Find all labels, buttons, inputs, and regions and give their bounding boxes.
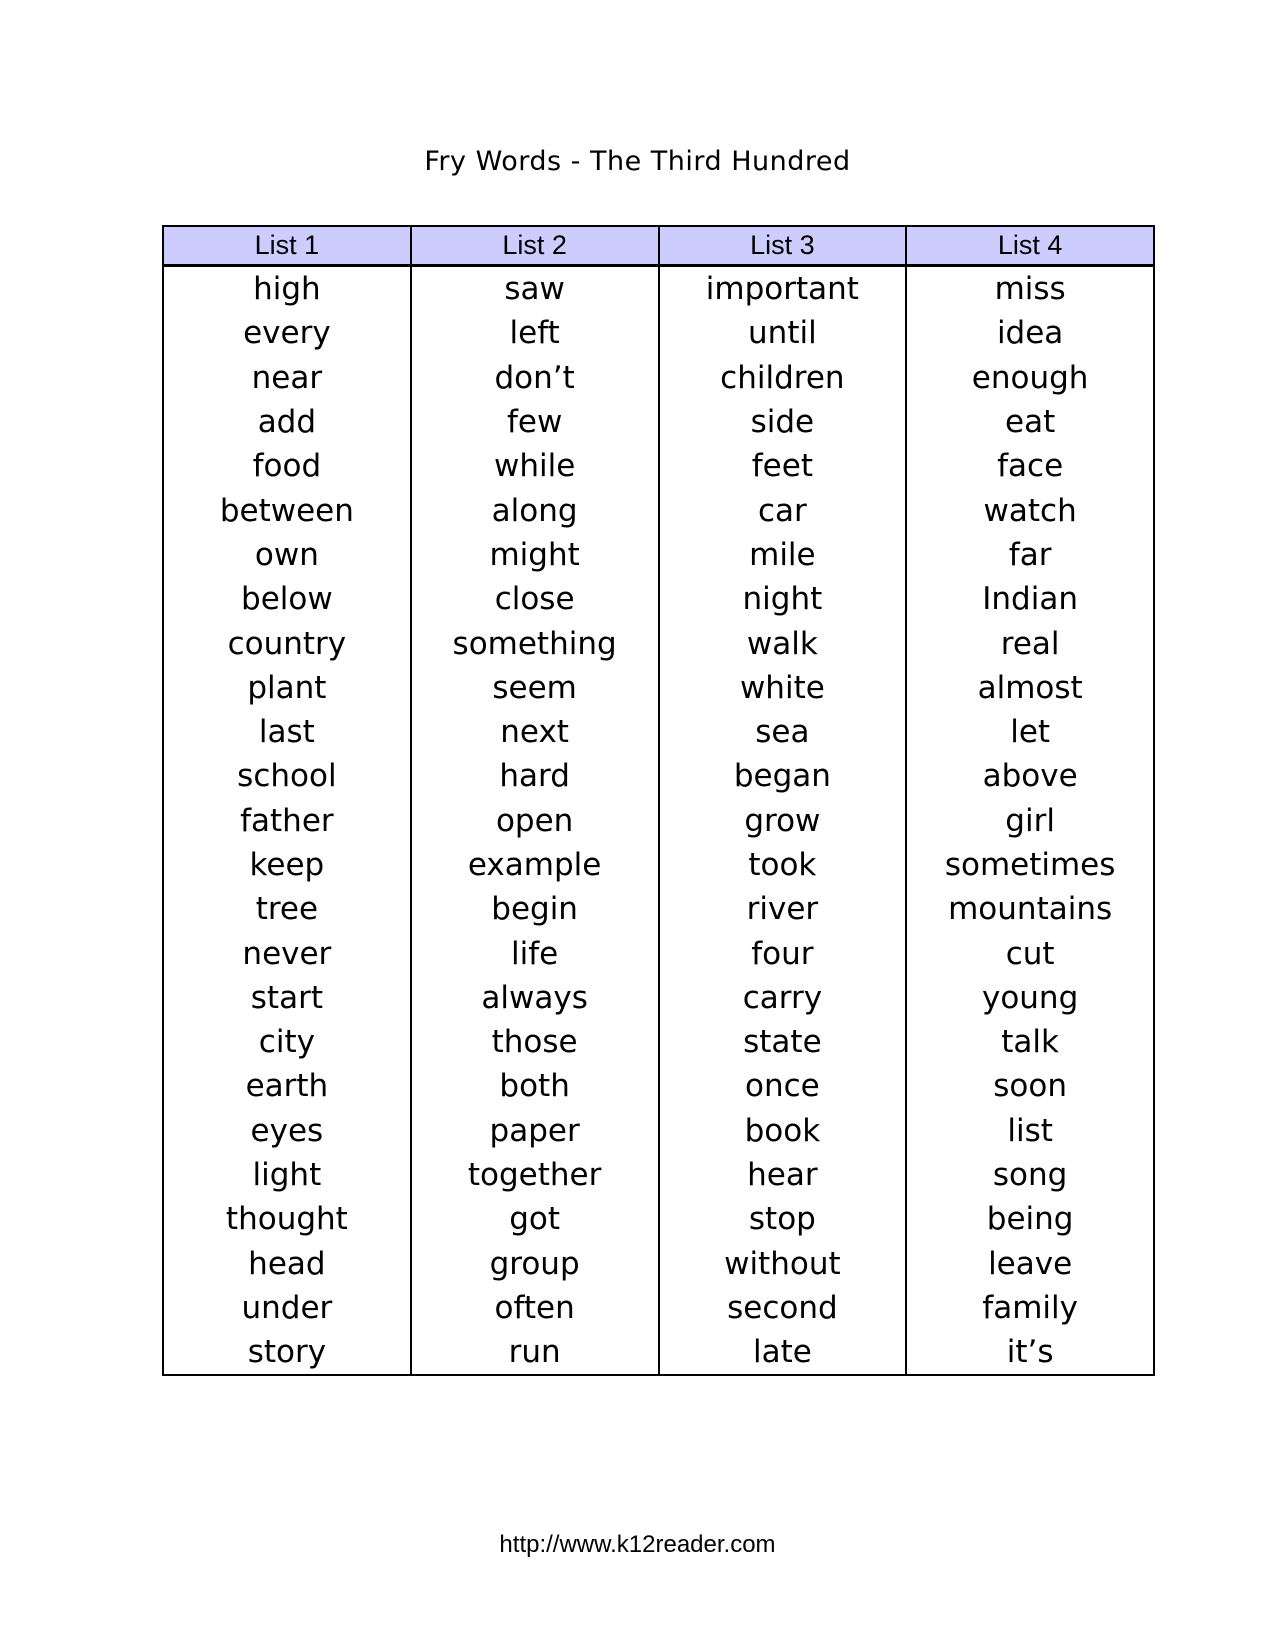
word-cell: car — [659, 488, 907, 532]
word-cell: example — [411, 843, 659, 887]
word-cell: side — [659, 400, 907, 444]
word-cell: state — [659, 1020, 907, 1064]
word-cell: enough — [906, 356, 1154, 400]
word-cell: above — [906, 754, 1154, 798]
word-cell: eat — [906, 400, 1154, 444]
word-cell: while — [411, 444, 659, 488]
word-cell: open — [411, 799, 659, 843]
word-cell: often — [411, 1286, 659, 1330]
word-cell: took — [659, 843, 907, 887]
word-cell: without — [659, 1242, 907, 1286]
word-cell: song — [906, 1153, 1154, 1197]
word-cell: mountains — [906, 887, 1154, 931]
word-cell: cut — [906, 931, 1154, 975]
word-cell: leave — [906, 1242, 1154, 1286]
column-header: List 3 — [659, 226, 907, 266]
word-cell: close — [411, 577, 659, 621]
word-cell: never — [163, 931, 411, 975]
word-cell: being — [906, 1197, 1154, 1241]
table-row — [163, 444, 1154, 488]
word-cell: feet — [659, 444, 907, 488]
table-row — [163, 1197, 1154, 1241]
table-row — [163, 1153, 1154, 1197]
word-cell: river — [659, 887, 907, 931]
word-cell: late — [659, 1330, 907, 1375]
table-row — [163, 1286, 1154, 1330]
word-cell: watch — [906, 488, 1154, 532]
word-cell: don’t — [411, 356, 659, 400]
word-cell: city — [163, 1020, 411, 1064]
table-row — [163, 1330, 1154, 1375]
word-cell: start — [163, 976, 411, 1020]
word-cell: mile — [659, 533, 907, 577]
word-cell: important — [659, 266, 907, 312]
table-row — [163, 533, 1154, 577]
word-cell: idea — [906, 311, 1154, 355]
word-cell: run — [411, 1330, 659, 1375]
table-row — [163, 621, 1154, 665]
word-cell: few — [411, 400, 659, 444]
word-cell: sea — [659, 710, 907, 754]
table-row — [163, 1064, 1154, 1108]
word-cell: add — [163, 400, 411, 444]
word-cell: along — [411, 488, 659, 532]
word-cell: saw — [411, 266, 659, 312]
word-cell: far — [906, 533, 1154, 577]
word-cell: second — [659, 1286, 907, 1330]
table-row — [163, 843, 1154, 887]
table-row — [163, 400, 1154, 444]
word-cell: together — [411, 1153, 659, 1197]
table-row — [163, 710, 1154, 754]
word-cell: got — [411, 1197, 659, 1241]
word-cell: earth — [163, 1064, 411, 1108]
word-cell: group — [411, 1242, 659, 1286]
table-header-row — [163, 226, 1154, 266]
word-cell: last — [163, 710, 411, 754]
word-cell: white — [659, 666, 907, 710]
word-cell: always — [411, 976, 659, 1020]
word-cell: once — [659, 1064, 907, 1108]
table-row — [163, 799, 1154, 843]
column-header: List 2 — [411, 226, 659, 266]
page-title: Fry Words - The Third Hundred — [424, 146, 851, 177]
word-cell: life — [411, 931, 659, 975]
word-cell: grow — [659, 799, 907, 843]
table-row — [163, 266, 1154, 312]
word-cell: own — [163, 533, 411, 577]
word-cell: hard — [411, 754, 659, 798]
word-cell: might — [411, 533, 659, 577]
table-row — [163, 1109, 1154, 1153]
word-cell: walk — [659, 621, 907, 665]
word-cell: carry — [659, 976, 907, 1020]
word-cell: next — [411, 710, 659, 754]
table-row — [163, 754, 1154, 798]
word-cell: girl — [906, 799, 1154, 843]
word-cell: light — [163, 1153, 411, 1197]
word-cell: book — [659, 1109, 907, 1153]
word-cell: almost — [906, 666, 1154, 710]
word-cell: night — [659, 577, 907, 621]
table-row — [163, 931, 1154, 975]
column-header: List 1 — [163, 226, 411, 266]
table-row — [163, 976, 1154, 1020]
word-cell: father — [163, 799, 411, 843]
word-cell: country — [163, 621, 411, 665]
word-cell: let — [906, 710, 1154, 754]
word-rows — [163, 266, 1154, 1376]
table-row — [163, 311, 1154, 355]
word-cell: every — [163, 311, 411, 355]
word-cell: thought — [163, 1197, 411, 1241]
word-cell: talk — [906, 1020, 1154, 1064]
table-row — [163, 1020, 1154, 1064]
word-cell: sometimes — [906, 843, 1154, 887]
column-header: List 4 — [906, 226, 1154, 266]
table-row — [163, 488, 1154, 532]
footer-url: http://www.k12reader.com — [499, 1531, 776, 1558]
word-cell: stop — [659, 1197, 907, 1241]
word-cell: seem — [411, 666, 659, 710]
word-list-table — [162, 225, 1155, 1376]
word-cell: hear — [659, 1153, 907, 1197]
word-cell: high — [163, 266, 411, 312]
word-cell: family — [906, 1286, 1154, 1330]
word-cell: plant — [163, 666, 411, 710]
word-cell: tree — [163, 887, 411, 931]
word-cell: school — [163, 754, 411, 798]
word-cell: paper — [411, 1109, 659, 1153]
word-cell: both — [411, 1064, 659, 1108]
word-cell: begin — [411, 887, 659, 931]
word-cell: below — [163, 577, 411, 621]
word-cell: between — [163, 488, 411, 532]
word-cell: real — [906, 621, 1154, 665]
word-cell: four — [659, 931, 907, 975]
word-cell: face — [906, 444, 1154, 488]
table-row — [163, 356, 1154, 400]
word-cell: eyes — [163, 1109, 411, 1153]
word-cell: those — [411, 1020, 659, 1064]
word-cell: under — [163, 1286, 411, 1330]
word-cell: left — [411, 311, 659, 355]
word-cell: keep — [163, 843, 411, 887]
word-cell: began — [659, 754, 907, 798]
table-row — [163, 887, 1154, 931]
word-cell: it’s — [906, 1330, 1154, 1375]
word-cell: soon — [906, 1064, 1154, 1108]
word-cell: something — [411, 621, 659, 665]
word-cell: young — [906, 976, 1154, 1020]
table-row — [163, 577, 1154, 621]
word-cell: miss — [906, 266, 1154, 312]
word-cell: Indian — [906, 577, 1154, 621]
table-row — [163, 1242, 1154, 1286]
word-cell: until — [659, 311, 907, 355]
table-row — [163, 666, 1154, 710]
word-cell: children — [659, 356, 907, 400]
word-cell: head — [163, 1242, 411, 1286]
word-cell: list — [906, 1109, 1154, 1153]
word-cell: food — [163, 444, 411, 488]
word-cell: near — [163, 356, 411, 400]
word-cell: story — [163, 1330, 411, 1375]
